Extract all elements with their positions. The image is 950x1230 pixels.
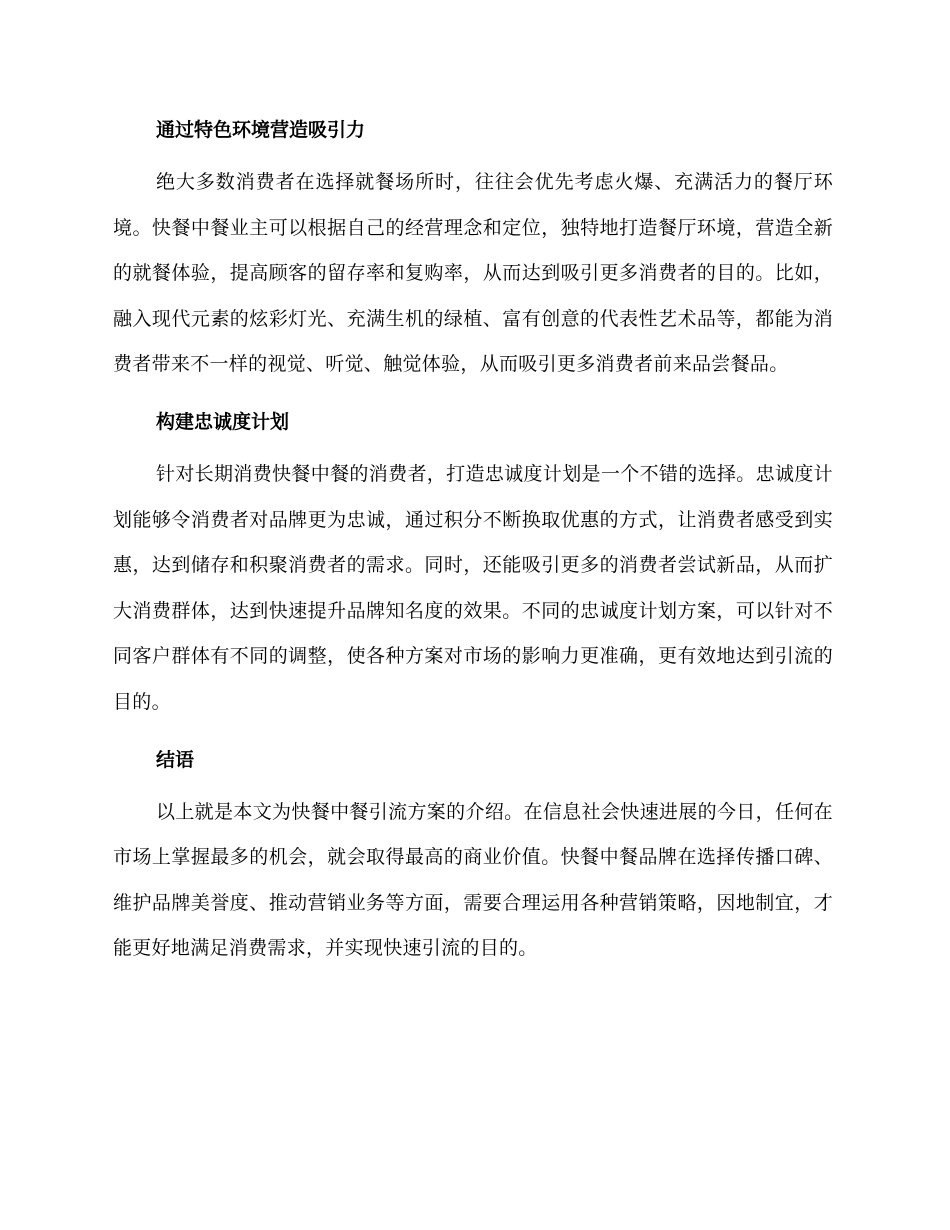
section-paragraph-loyalty: 针对长期消费快餐中餐的消费者，打造忠诚度计划是一个不错的选择。忠诚度计划能够令消费者对品牌更为忠诚，通过积分不断换取优惠的方式，让消费者感受到实惠，达到储存和积聚消费者的需求。同时，还能吸引更多的消费者尝试新品，从而扩大消费群体，达到快速提升品牌知名度的效果。不同的忠诚度计划方案，可以针对不同客户群体有不同的调整，使各种方案对市场的影响力更准确，更有效地达到引流的目的。 <box>113 462 833 713</box>
section-heading-loyalty: 构建忠诚度计划 <box>156 410 290 433</box>
section-paragraph-environment: 绝大多数消费者在选择就餐场所时，往往会优先考虑火爆、充满活力的餐厅环境。快餐中餐业主可以根据自己的经营理念和定位，独特地打造餐厅环境，营造全新的就餐体验，提高顾客的留存率和复购率，从而达到吸引更多消费者的目的。比如，融入现代元素的炫彩灯光、充满生机的绿植、富有创意的代表性艺术品等，都能为消费者带来不一样的视觉、听觉、触觉体验，从而吸引更多消费者前来品尝餐品。 <box>113 171 833 376</box>
section-paragraph-conclusion: 以上就是本文为快餐中餐引流方案的介绍。在信息社会快速进展的今日，任何在市场上掌握最多的机会，就会取得最高的商业价值。快餐中餐品牌在选择传播口碑、维护品牌美誉度、推动营销业务等方面，需要合理运用各种营销策略，因地制宜，才能更好地满足消费需求，并实现快速引流的目的。 <box>113 800 833 960</box>
section-heading-conclusion: 结语 <box>156 748 195 771</box>
section-heading-environment: 通过特色环境营造吸引力 <box>156 119 366 141</box>
document-body <box>113 108 833 984</box>
